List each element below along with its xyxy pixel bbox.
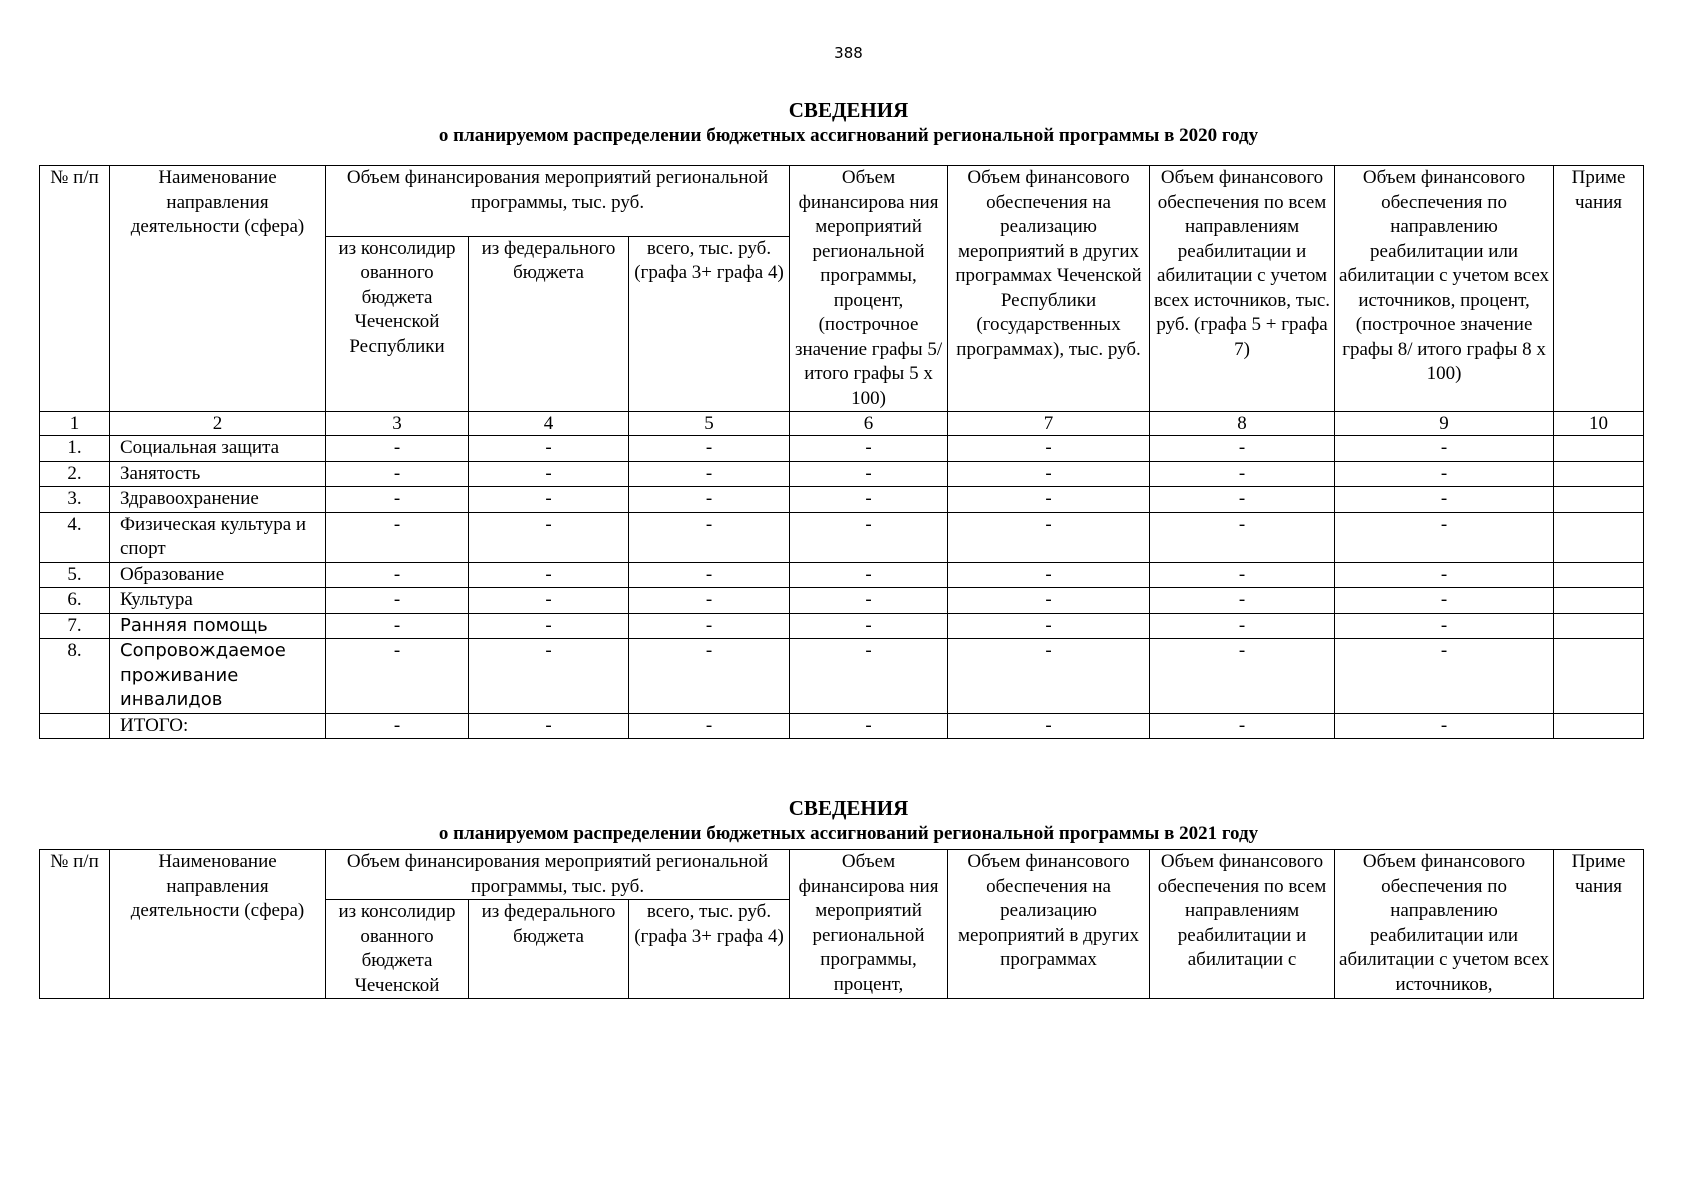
cell: - — [948, 461, 1150, 487]
header-row — [40, 850, 1644, 900]
cell: - — [326, 613, 469, 639]
cell — [1554, 461, 1644, 487]
row-name: Культура — [110, 588, 326, 614]
cell: - — [469, 562, 629, 588]
section-heading-2021 — [0, 795, 1697, 847]
total-label: ИТОГО: — [110, 713, 326, 739]
header-col10: Приме чания — [1554, 166, 1644, 412]
header-funding-group: Объем финансирования мероприятий региональной программы, тыс. руб. — [326, 166, 790, 237]
cell: - — [948, 613, 1150, 639]
cell: - — [1150, 613, 1335, 639]
cell: - — [1335, 588, 1554, 614]
cell: - — [326, 562, 469, 588]
cell: - — [790, 613, 948, 639]
row-num: 5. — [40, 562, 110, 588]
row-num: 8. — [40, 639, 110, 714]
header-funding-group: Объем финансирования мероприятий региональной программы, тыс. руб. — [326, 850, 790, 900]
header-col5: всего, тыс. руб. (графа 3+ графа 4) — [629, 236, 790, 411]
column-number: 8 — [1150, 412, 1335, 436]
cell — [1554, 613, 1644, 639]
cell: - — [469, 613, 629, 639]
cell: - — [1150, 713, 1335, 739]
section-title: СВЕДЕНИЯ — [788, 796, 909, 820]
row-name: Ранняя помощь — [110, 613, 326, 639]
column-number: 1 — [40, 412, 110, 436]
section-title: СВЕДЕНИЯ — [788, 98, 909, 122]
table-row — [40, 512, 1644, 562]
cell: - — [1335, 562, 1554, 588]
cell: - — [629, 562, 790, 588]
cell: - — [469, 713, 629, 739]
cell: - — [629, 613, 790, 639]
total-row — [40, 713, 1644, 739]
row-num: 7. — [40, 613, 110, 639]
cell: - — [1335, 487, 1554, 513]
cell: - — [326, 588, 469, 614]
cell: - — [326, 436, 469, 462]
cell: - — [790, 639, 948, 714]
cell — [1554, 436, 1644, 462]
cell: - — [1150, 487, 1335, 513]
cell — [1554, 512, 1644, 562]
cell — [1554, 713, 1644, 739]
cell: - — [1150, 639, 1335, 714]
header-col9: Объем финансового обеспечения по направлению реабилитации или абилитации с учетом всех источников, — [1335, 850, 1554, 999]
table-row — [40, 436, 1644, 462]
cell: - — [629, 713, 790, 739]
row-name: Образование — [110, 562, 326, 588]
header-col9: Объем финансового обеспечения по направлению реабилитации или абилитации с учетом всех источников, процент, (построчное значение графы 8/ итого графы 8 x 100) — [1335, 166, 1554, 412]
header-num: № п/п — [40, 166, 110, 412]
cell: - — [1150, 562, 1335, 588]
cell — [1554, 487, 1644, 513]
header-col4: из федерального бюджета — [469, 236, 629, 411]
cell: - — [629, 588, 790, 614]
row-name: Физическая культура и спорт — [110, 512, 326, 562]
table-row — [40, 461, 1644, 487]
table-row — [40, 487, 1644, 513]
cell: - — [948, 436, 1150, 462]
cell: - — [948, 512, 1150, 562]
cell: - — [790, 512, 948, 562]
cell: - — [629, 639, 790, 714]
cell: - — [469, 436, 629, 462]
section-subtitle: о планируемом распределении бюджетных ассигнований региональной программы в 2021 году — [438, 823, 1259, 844]
column-number: 7 — [948, 412, 1150, 436]
cell: - — [948, 562, 1150, 588]
cell: - — [1150, 588, 1335, 614]
header-row — [40, 166, 1644, 237]
cell: - — [469, 639, 629, 714]
row-name: Здравоохранение — [110, 487, 326, 513]
cell: - — [469, 461, 629, 487]
cell: - — [629, 487, 790, 513]
cell: - — [1150, 512, 1335, 562]
header-col3: из консолидир ованного бюджета Чеченской Республики — [326, 236, 469, 411]
cell: - — [629, 436, 790, 462]
header-col7: Объем финансового обеспечения на реализацию мероприятий в других программах Чеченской Республики (государственных программах), тыс. руб. — [948, 166, 1150, 412]
cell: - — [326, 461, 469, 487]
cell: - — [790, 487, 948, 513]
column-number: 5 — [629, 412, 790, 436]
header-num: № п/п — [40, 850, 110, 999]
column-number: 10 — [1554, 412, 1644, 436]
cell: - — [790, 461, 948, 487]
header-col7: Объем финансового обеспечения на реализацию мероприятий в других программах — [948, 850, 1150, 999]
cell: - — [1150, 436, 1335, 462]
header-name: Наименование направления деятельности (сфера) — [110, 166, 326, 412]
row-num: 4. — [40, 512, 110, 562]
header-col5: всего, тыс. руб. (графа 3+ графа 4) — [629, 900, 790, 999]
section-heading-2020 — [0, 97, 1697, 149]
row-num: 3. — [40, 487, 110, 513]
cell: - — [790, 436, 948, 462]
column-number: 9 — [1335, 412, 1554, 436]
cell: - — [790, 562, 948, 588]
budget-table-2020 — [39, 165, 1644, 739]
cell: - — [948, 588, 1150, 614]
cell: - — [948, 487, 1150, 513]
column-number-row — [40, 412, 1644, 436]
cell: - — [1335, 436, 1554, 462]
table-row — [40, 588, 1644, 614]
cell: - — [1335, 512, 1554, 562]
table-row — [40, 639, 1644, 714]
header-name: Наименование направления деятельности (сфера) — [110, 850, 326, 999]
cell: - — [469, 588, 629, 614]
row-num — [40, 713, 110, 739]
cell: - — [1335, 639, 1554, 714]
cell — [1554, 639, 1644, 714]
header-col10: Приме чания — [1554, 850, 1644, 999]
table-row — [40, 562, 1644, 588]
row-name: Занятость — [110, 461, 326, 487]
cell: - — [948, 713, 1150, 739]
cell: - — [1335, 613, 1554, 639]
cell: - — [326, 512, 469, 562]
header-col8: Объем финансового обеспечения по всем направлениям реабилитации и абилитации с — [1150, 850, 1335, 999]
cell: - — [1335, 713, 1554, 739]
row-name: Социальная защита — [110, 436, 326, 462]
table-row — [40, 613, 1644, 639]
cell: - — [326, 487, 469, 513]
column-number: 6 — [790, 412, 948, 436]
page-number: 388 — [834, 44, 863, 62]
cell: - — [790, 588, 948, 614]
cell: - — [790, 713, 948, 739]
cell: - — [469, 487, 629, 513]
row-num: 6. — [40, 588, 110, 614]
header-col6: Объем финансирова ния мероприятий региональной программы, процент, — [790, 850, 948, 999]
cell: - — [326, 713, 469, 739]
cell: - — [948, 639, 1150, 714]
cell: - — [1150, 461, 1335, 487]
header-col6: Объем финансирова ния мероприятий региональной программы, процент, (построчное значение графы 5/ итого графы 5 x 100) — [790, 166, 948, 412]
cell: - — [326, 639, 469, 714]
column-number: 3 — [326, 412, 469, 436]
header-col3: из консолидир ованного бюджета Чеченской — [326, 900, 469, 999]
cell — [1554, 588, 1644, 614]
row-num: 1. — [40, 436, 110, 462]
column-number: 4 — [469, 412, 629, 436]
budget-table-2021 — [39, 849, 1644, 999]
cell: - — [469, 512, 629, 562]
column-number: 2 — [110, 412, 326, 436]
header-col4: из федерального бюджета — [469, 900, 629, 999]
cell — [1554, 562, 1644, 588]
section-subtitle: о планируемом распределении бюджетных ассигнований региональной программы в 2020 году — [438, 125, 1259, 146]
cell: - — [629, 512, 790, 562]
cell: - — [1335, 461, 1554, 487]
row-num: 2. — [40, 461, 110, 487]
header-col8: Объем финансового обеспечения по всем направлениям реабилитации и абилитации с учетом всех источников, тыс. руб. (графа 5 + графа 7) — [1150, 166, 1335, 412]
cell: - — [629, 461, 790, 487]
row-name: Сопровождаемое проживание инвалидов — [110, 639, 326, 714]
